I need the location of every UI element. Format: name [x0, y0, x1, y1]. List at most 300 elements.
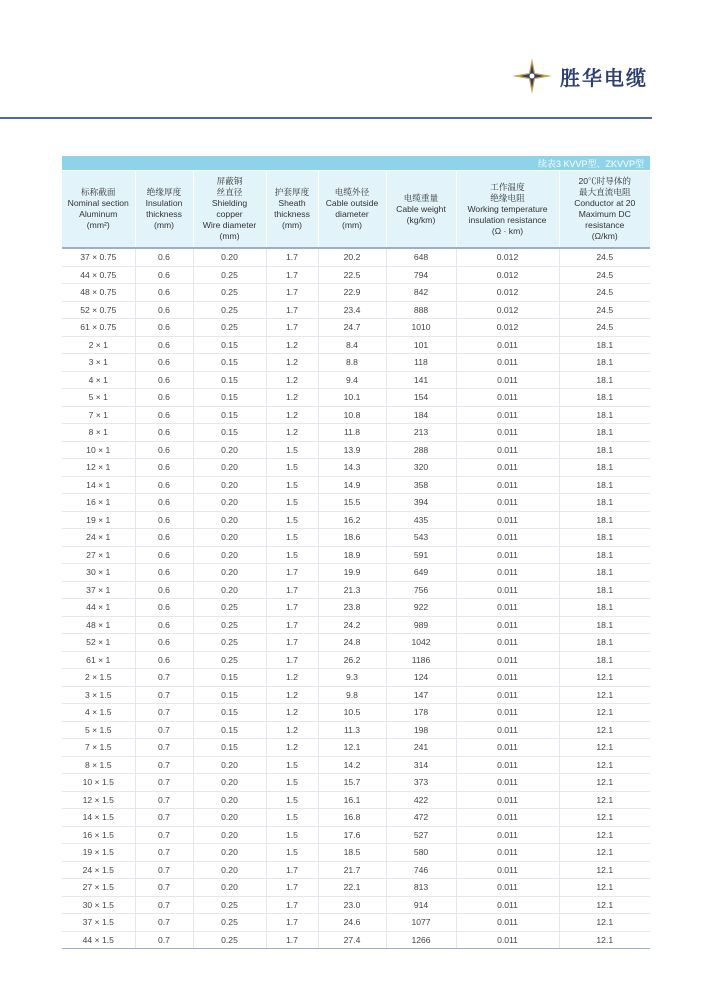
table-cell: 0.20 — [193, 441, 266, 459]
table-cell: 19 × 1 — [62, 511, 135, 529]
table-row — [62, 686, 650, 704]
table-cell: 1.5 — [266, 809, 318, 827]
table-cell: 0.6 — [135, 476, 193, 494]
table-row — [62, 739, 650, 757]
table-cell: 1.5 — [266, 826, 318, 844]
table-row — [62, 389, 650, 407]
table-cell: 15.7 — [318, 774, 386, 792]
table-cell: 12.1 — [559, 931, 650, 949]
table-cell: 0.6 — [135, 371, 193, 389]
table-cell: 14.9 — [318, 476, 386, 494]
column-header-line: 护套厚度 — [274, 187, 310, 197]
column-header-line: (kg/km) — [406, 214, 436, 225]
table-cell: 580 — [386, 844, 456, 862]
table-row — [62, 248, 650, 266]
table-cell: 0.7 — [135, 879, 193, 897]
brand-logo — [510, 56, 648, 96]
table-cell: 16.8 — [318, 809, 386, 827]
table-cell: 0.011 — [456, 879, 559, 897]
table-cell: 0.012 — [456, 319, 559, 337]
table-cell: 27 × 1.5 — [62, 879, 135, 897]
column-header-line: 电缆重量 — [403, 192, 439, 203]
table-cell: 26.2 — [318, 651, 386, 669]
table-cell: 0.011 — [456, 651, 559, 669]
table-cell: 314 — [386, 756, 456, 774]
table-cell: 21.7 — [318, 861, 386, 879]
table-cell: 14 × 1.5 — [62, 809, 135, 827]
table-cell: 16.1 — [318, 791, 386, 809]
column-header-line: Aluminum — [79, 209, 118, 219]
table-cell: 1.7 — [266, 599, 318, 617]
table-cell: 1186 — [386, 651, 456, 669]
table-cell: 0.25 — [193, 266, 266, 284]
table-cell: 373 — [386, 774, 456, 792]
table-cell: 591 — [386, 546, 456, 564]
table-row — [62, 616, 650, 634]
table-cell: 0.011 — [456, 459, 559, 477]
table-cell: 184 — [386, 406, 456, 424]
table-cell: 10.1 — [318, 389, 386, 407]
column-header — [386, 171, 456, 249]
table-cell: 61 × 0.75 — [62, 319, 135, 337]
table-cell: 394 — [386, 494, 456, 512]
table-cell: 12 × 1 — [62, 459, 135, 477]
table-cell: 0.20 — [193, 581, 266, 599]
column-header-line: 最大直流电阻 — [578, 187, 631, 197]
table-cell: 12.1 — [559, 704, 650, 722]
table-row — [62, 651, 650, 669]
table-cell: 649 — [386, 564, 456, 582]
table-cell: 0.15 — [193, 389, 266, 407]
table-cell: 0.011 — [456, 371, 559, 389]
table-cell: 0.20 — [193, 248, 266, 266]
table-row — [62, 931, 650, 949]
table-cell: 0.6 — [135, 599, 193, 617]
table-cell: 1.5 — [266, 494, 318, 512]
column-header-line: Cable outside — [325, 198, 379, 208]
table-cell: 18.1 — [559, 599, 650, 617]
table-cell: 0.012 — [456, 284, 559, 302]
table-cell: 213 — [386, 424, 456, 442]
table-cell: 0.7 — [135, 721, 193, 739]
table-cell: 0.011 — [456, 564, 559, 582]
table-cell: 13.9 — [318, 441, 386, 459]
table-cell: 24.2 — [318, 616, 386, 634]
column-header-line: thickness — [274, 209, 310, 219]
table-cell: 7 × 1 — [62, 406, 135, 424]
table-cell: 37 × 1 — [62, 581, 135, 599]
table-cell: 30 × 1 — [62, 564, 135, 582]
table-cell: 12.1 — [559, 809, 650, 827]
table-row — [62, 809, 650, 827]
table-cell: 12.1 — [559, 844, 650, 862]
table-cell: 0.011 — [456, 389, 559, 407]
table-cell: 527 — [386, 826, 456, 844]
table-cell: 0.011 — [456, 809, 559, 827]
table-header-row — [62, 171, 650, 249]
table-cell: 0.6 — [135, 389, 193, 407]
table-cell: 12.1 — [559, 774, 650, 792]
table-row — [62, 634, 650, 652]
table-cell: 37 × 0.75 — [62, 248, 135, 266]
table-cell: 12.1 — [318, 739, 386, 757]
table-cell: 0.6 — [135, 424, 193, 442]
table-cell: 21.3 — [318, 581, 386, 599]
table-cell: 24 × 1.5 — [62, 861, 135, 879]
table-cell: 3 × 1 — [62, 354, 135, 372]
table-cell: 44 × 1 — [62, 599, 135, 617]
table-cell: 0.20 — [193, 476, 266, 494]
table-cell: 0.7 — [135, 686, 193, 704]
table-cell: 1.7 — [266, 616, 318, 634]
table-cell: 0.25 — [193, 616, 266, 634]
table-cell: 794 — [386, 266, 456, 284]
table-cell: 18.1 — [559, 616, 650, 634]
table-cell: 320 — [386, 459, 456, 477]
table-cell: 1.2 — [266, 739, 318, 757]
column-header — [318, 171, 386, 249]
table-cell: 0.011 — [456, 581, 559, 599]
table-cell: 0.7 — [135, 826, 193, 844]
table-cell: 746 — [386, 861, 456, 879]
table-cell: 0.7 — [135, 774, 193, 792]
table-cell: 543 — [386, 529, 456, 547]
table-cell: 44 × 1.5 — [62, 931, 135, 949]
table-cell: 0.011 — [456, 336, 559, 354]
table-cell: 0.7 — [135, 896, 193, 914]
table-cell: 10.5 — [318, 704, 386, 722]
table-cell: 0.7 — [135, 669, 193, 687]
column-header-line: 绝缘电阻 — [490, 192, 525, 203]
table-cell: 18.1 — [559, 511, 650, 529]
column-header — [62, 171, 135, 249]
table-cell: 0.6 — [135, 494, 193, 512]
table-cell: 0.20 — [193, 459, 266, 477]
table-cell: 0.011 — [456, 704, 559, 722]
column-header-line: 屏蔽铜 — [216, 176, 243, 186]
table-cell: 0.6 — [135, 546, 193, 564]
table-cell: 0.6 — [135, 354, 193, 372]
table-cell: 37 × 1.5 — [62, 914, 135, 932]
table-cell: 0.011 — [456, 529, 559, 547]
table-cell: 0.7 — [135, 931, 193, 949]
table-cell: 1077 — [386, 914, 456, 932]
table-cell: 0.012 — [456, 301, 559, 319]
spec-table — [62, 156, 650, 949]
column-header-line: Maximum DC — [578, 209, 631, 219]
table-row — [62, 319, 650, 337]
table-cell: 19 × 1.5 — [62, 844, 135, 862]
table-cell: 0.20 — [193, 529, 266, 547]
table-cell: 23.4 — [318, 301, 386, 319]
table-cell: 0.6 — [135, 319, 193, 337]
table-cell: 1.5 — [266, 791, 318, 809]
table-cell: 0.011 — [456, 826, 559, 844]
table-cell: 8.4 — [318, 336, 386, 354]
table-cell: 4 × 1.5 — [62, 704, 135, 722]
table-cell: 1.7 — [266, 879, 318, 897]
table-cell: 1.7 — [266, 564, 318, 582]
table-cell: 10.8 — [318, 406, 386, 424]
table-cell: 0.7 — [135, 756, 193, 774]
table-row — [62, 721, 650, 739]
table-cell: 8 × 1.5 — [62, 756, 135, 774]
table-cell: 18.1 — [559, 389, 650, 407]
table-cell: 0.6 — [135, 266, 193, 284]
table-cell: 1.7 — [266, 931, 318, 949]
table-cell: 0.6 — [135, 651, 193, 669]
table-cell: 1.5 — [266, 511, 318, 529]
column-header — [193, 171, 266, 249]
table-cell: 0.011 — [456, 686, 559, 704]
table-cell: 0.15 — [193, 424, 266, 442]
table-cell: 0.15 — [193, 721, 266, 739]
table-cell: 1.2 — [266, 686, 318, 704]
column-header-line: Shielding — [211, 198, 248, 208]
table-cell: 422 — [386, 791, 456, 809]
table-cell: 0.20 — [193, 879, 266, 897]
table-cell: 22.9 — [318, 284, 386, 302]
table-cell: 1.5 — [266, 441, 318, 459]
table-cell: 14 × 1 — [62, 476, 135, 494]
table-cell: 12.1 — [559, 739, 650, 757]
column-header-line: 20℃时导体的 — [578, 176, 632, 186]
table-cell: 0.011 — [456, 634, 559, 652]
table-cell: 1.5 — [266, 844, 318, 862]
table-cell: 18.5 — [318, 844, 386, 862]
table-cell: 0.25 — [193, 634, 266, 652]
column-header-line: 绝缘厚度 — [146, 187, 182, 197]
column-header-line: (mm) — [219, 231, 240, 241]
table-cell: 7 × 1.5 — [62, 739, 135, 757]
table-cell: 16 × 1 — [62, 494, 135, 512]
table-cell: 18.1 — [559, 476, 650, 494]
table-row — [62, 424, 650, 442]
table-cell: 0.15 — [193, 669, 266, 687]
table-cell: 914 — [386, 896, 456, 914]
table-row — [62, 756, 650, 774]
table-cell: 435 — [386, 511, 456, 529]
table-cell: 1266 — [386, 931, 456, 949]
table-cell: 0.6 — [135, 336, 193, 354]
table-cell: 24.5 — [559, 284, 650, 302]
table-cell: 1.7 — [266, 581, 318, 599]
table-row — [62, 529, 650, 547]
table-cell: 0.011 — [456, 424, 559, 442]
table-cell: 1.7 — [266, 861, 318, 879]
table-cell: 0.011 — [456, 406, 559, 424]
table-cell: 0.20 — [193, 809, 266, 827]
table-cell: 27.4 — [318, 931, 386, 949]
table-row — [62, 791, 650, 809]
table-cell: 1.7 — [266, 319, 318, 337]
table-cell: 18.1 — [559, 424, 650, 442]
table-cell: 1042 — [386, 634, 456, 652]
table-cell: 472 — [386, 809, 456, 827]
column-header-line: thickness — [146, 209, 182, 219]
table-cell: 0.25 — [193, 896, 266, 914]
table-cell: 11.3 — [318, 721, 386, 739]
column-header — [559, 171, 650, 249]
column-header — [266, 171, 318, 249]
table-cell: 154 — [386, 389, 456, 407]
table-cell: 18.1 — [559, 651, 650, 669]
table-cell: 23.8 — [318, 599, 386, 617]
table-cell: 10 × 1 — [62, 441, 135, 459]
table-cell: 16 × 1.5 — [62, 826, 135, 844]
column-header-line: (Ω · km) — [491, 225, 524, 236]
table-cell: 756 — [386, 581, 456, 599]
table-cell: 0.011 — [456, 511, 559, 529]
table-cell: 18.1 — [559, 564, 650, 582]
table-cell: 124 — [386, 669, 456, 687]
table-cell: 0.011 — [456, 354, 559, 372]
table-cell: 1.7 — [266, 266, 318, 284]
table-cell: 0.20 — [193, 756, 266, 774]
table-cell: 0.6 — [135, 284, 193, 302]
table-cell: 0.011 — [456, 669, 559, 687]
table-cell: 8.8 — [318, 354, 386, 372]
table-row — [62, 284, 650, 302]
table-cell: 1.7 — [266, 301, 318, 319]
table-cell: 0.20 — [193, 844, 266, 862]
table-cell: 0.20 — [193, 861, 266, 879]
table-cell: 842 — [386, 284, 456, 302]
table-cell: 0.012 — [456, 266, 559, 284]
brand-name: 胜华电缆 — [560, 65, 648, 90]
table-row — [62, 861, 650, 879]
table-cell: 0.011 — [456, 721, 559, 739]
table-cell: 358 — [386, 476, 456, 494]
table-cell: 0.15 — [193, 336, 266, 354]
table-cell: 0.20 — [193, 511, 266, 529]
table-cell: 12.1 — [559, 756, 650, 774]
column-header-line: diameter — [335, 209, 369, 219]
table-cell: 0.6 — [135, 564, 193, 582]
table-row — [62, 301, 650, 319]
table-row — [62, 599, 650, 617]
table-cell: 10 × 1.5 — [62, 774, 135, 792]
table-cell: 12.1 — [559, 826, 650, 844]
table-cell: 1.2 — [266, 424, 318, 442]
table-row — [62, 511, 650, 529]
table-cell: 24.5 — [559, 301, 650, 319]
table-cell: 0.7 — [135, 739, 193, 757]
table-cell: 0.6 — [135, 634, 193, 652]
table-cell: 11.8 — [318, 424, 386, 442]
table-cell: 1.2 — [266, 354, 318, 372]
table-row — [62, 844, 650, 862]
table-cell: 0.20 — [193, 774, 266, 792]
column-header-line: (mm) — [341, 220, 363, 230]
table-cell: 1010 — [386, 319, 456, 337]
table-cell: 18.1 — [559, 354, 650, 372]
table-cell: 0.6 — [135, 581, 193, 599]
table-cell: 0.011 — [456, 599, 559, 617]
table-cell: 8 × 1 — [62, 424, 135, 442]
table-cell: 18.1 — [559, 441, 650, 459]
table-cell: 30 × 1.5 — [62, 896, 135, 914]
table-cell: 5 × 1 — [62, 389, 135, 407]
table-cell: 0.6 — [135, 511, 193, 529]
table-row — [62, 406, 650, 424]
column-header-line: (mm) — [153, 220, 175, 230]
table-row — [62, 546, 650, 564]
table-cell: 18.1 — [559, 459, 650, 477]
table-cell: 1.2 — [266, 371, 318, 389]
column-header-line: (mm) — [281, 220, 303, 230]
table-cell: 20.2 — [318, 248, 386, 266]
table-cell: 0.25 — [193, 599, 266, 617]
table-cell: 18.1 — [559, 494, 650, 512]
table-cell: 12.1 — [559, 879, 650, 897]
table-cell: 12.1 — [559, 669, 650, 687]
table-cell: 22.1 — [318, 879, 386, 897]
table-cell: 2 × 1.5 — [62, 669, 135, 687]
table-cell: 0.25 — [193, 651, 266, 669]
table-cell: 18.6 — [318, 529, 386, 547]
table-cell: 44 × 0.75 — [62, 266, 135, 284]
table-cell: 12.1 — [559, 896, 650, 914]
table-row — [62, 354, 650, 372]
table-row — [62, 266, 650, 284]
column-header — [456, 171, 559, 249]
table-cell: 178 — [386, 704, 456, 722]
table-cell: 18.1 — [559, 371, 650, 389]
table-cell: 922 — [386, 599, 456, 617]
table-cell: 1.5 — [266, 459, 318, 477]
brand-star-icon — [510, 56, 554, 96]
table-cell: 24.5 — [559, 319, 650, 337]
table-row — [62, 826, 650, 844]
table-cell: 0.6 — [135, 301, 193, 319]
table-cell: 16.2 — [318, 511, 386, 529]
table-cell: 0.15 — [193, 686, 266, 704]
table-cell: 0.25 — [193, 284, 266, 302]
table-cell: 12.1 — [559, 791, 650, 809]
table-cell: 1.7 — [266, 651, 318, 669]
table-cell: 0.6 — [135, 406, 193, 424]
table-cell: 0.15 — [193, 371, 266, 389]
table-cell: 24.6 — [318, 914, 386, 932]
table-cell: 0.25 — [193, 319, 266, 337]
table-row — [62, 371, 650, 389]
table-cell: 0.6 — [135, 459, 193, 477]
table-row — [62, 669, 650, 687]
table-cell: 14.2 — [318, 756, 386, 774]
table-cell: 0.20 — [193, 791, 266, 809]
table-cell: 1.2 — [266, 336, 318, 354]
table-cell: 989 — [386, 616, 456, 634]
table-cell: 12.1 — [559, 721, 650, 739]
table-body — [62, 248, 650, 949]
table-cell: 0.20 — [193, 546, 266, 564]
table-row — [62, 441, 650, 459]
column-header-line: Wire diameter — [202, 220, 257, 230]
column-header-line: Conductor at 20 — [574, 198, 636, 208]
table-cell: 1.2 — [266, 406, 318, 424]
table-cell: 0.7 — [135, 844, 193, 862]
table-cell: 648 — [386, 248, 456, 266]
table-cell: 0.15 — [193, 406, 266, 424]
table-cell: 9.4 — [318, 371, 386, 389]
table-cell: 1.2 — [266, 704, 318, 722]
table-row — [62, 459, 650, 477]
table-cell: 0.011 — [456, 914, 559, 932]
column-header-line: Insulation — [145, 198, 183, 208]
table-cell: 0.6 — [135, 441, 193, 459]
table-cell: 0.011 — [456, 476, 559, 494]
